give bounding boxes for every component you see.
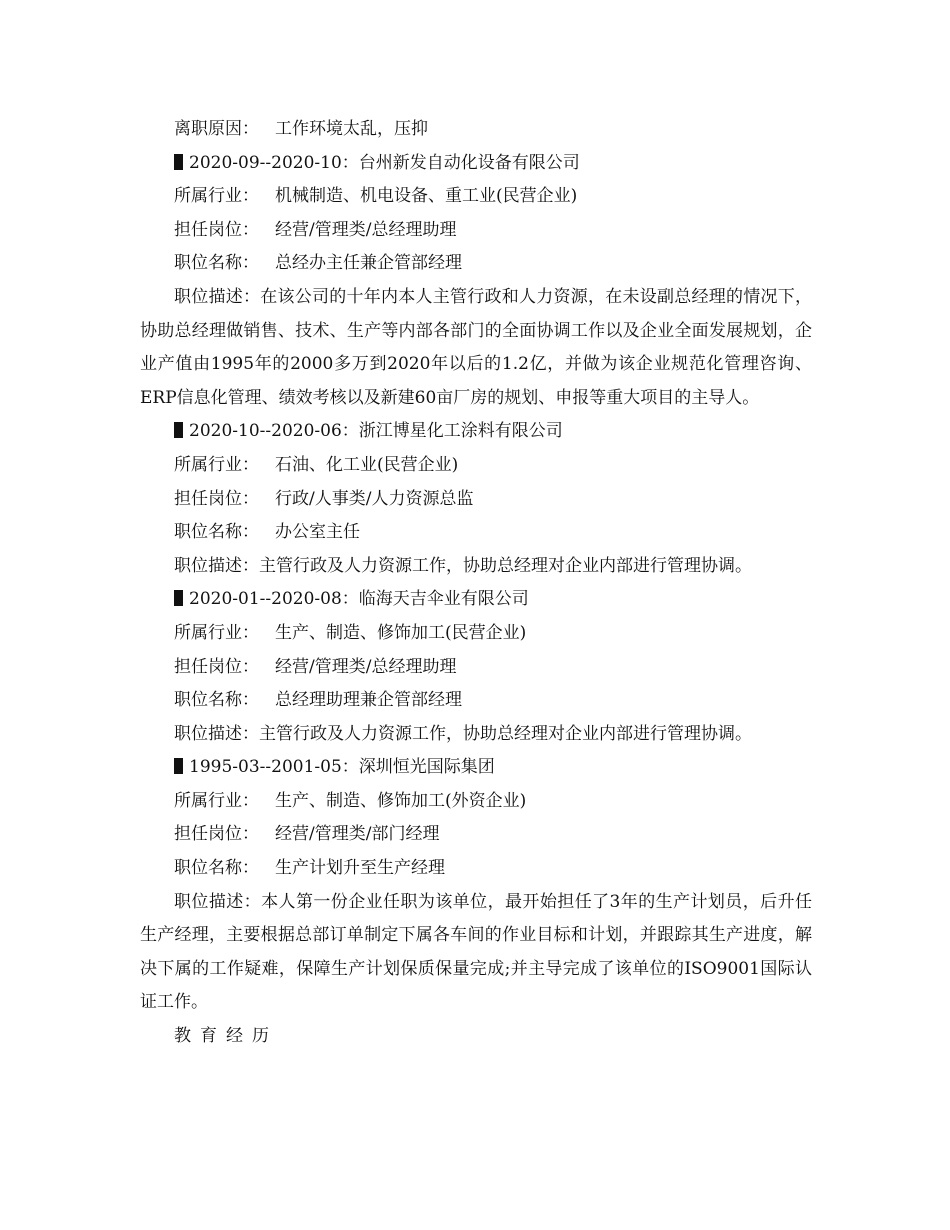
- post-label: 担任岗位：: [174, 488, 259, 509]
- job-period: 2020-10--2020-06: [189, 421, 342, 442]
- desc-label: 职位描述：: [174, 723, 259, 744]
- post-value: 经营/管理类/部门经理: [275, 824, 440, 845]
- job-title: [140, 516, 812, 550]
- industry-label: 所属行业：: [174, 790, 259, 811]
- job-title: [140, 852, 812, 886]
- job-post: [140, 483, 812, 517]
- job-header: 2020-01--2020-08：临海天吉伞业有限公司: [140, 583, 812, 617]
- job-title: [140, 247, 812, 281]
- title-value: 生产计划升至生产经理: [275, 858, 445, 879]
- job-description: [140, 550, 812, 584]
- job-period: 1995-03--2001-05: [189, 757, 342, 778]
- job-header: 1995-03--2001-05：深圳恒光国际集团: [140, 751, 812, 785]
- industry-value: 生产、制造、修饰加工(外资企业): [275, 790, 527, 811]
- job-industry: [140, 785, 812, 819]
- bullet-marker-icon: [174, 590, 183, 606]
- job-entry: [140, 415, 812, 583]
- desc-value: 本人第一份企业任职为该单位，最开始担任了3年的生产计划员，后升任生产经理，主要根据总部订单制定下属各车间的作业目标和计划，并跟踪其生产进度，解决下属的工作疑难，保障生产计划保质保量完成;并主导完成了该单位的ISO9001国际认证工作。: [140, 891, 812, 1013]
- post-label: 担任岗位：: [174, 219, 259, 240]
- title-value: 总经理助理兼企管部经理: [275, 690, 462, 711]
- title-label: 职位名称：: [174, 858, 259, 879]
- desc-label: 职位描述：: [174, 286, 261, 307]
- title-label: 职位名称：: [174, 690, 259, 711]
- desc-label: 职位描述：: [174, 891, 262, 912]
- bullet-marker-icon: [174, 422, 183, 438]
- bullet-marker-icon: [174, 154, 183, 170]
- post-label: 担任岗位：: [174, 824, 259, 845]
- job-post: [140, 214, 812, 248]
- post-value: 经营/管理类/总经理助理: [275, 219, 457, 240]
- job-period: 2020-01--2020-08: [189, 589, 342, 610]
- industry-value: 石油、化工业(民营企业): [275, 454, 459, 475]
- title-label: 职位名称：: [174, 522, 259, 543]
- job-description: [140, 281, 812, 415]
- title-value: 总经办主任兼企管部经理: [275, 253, 462, 274]
- job-company: 深圳恒光国际集团: [358, 757, 495, 778]
- work-experience-section: [140, 113, 812, 1054]
- job-company: 浙江博星化工涂料有限公司: [358, 421, 563, 442]
- job-description: [140, 886, 812, 1020]
- job-period: 2020-09--2020-10: [189, 152, 342, 173]
- industry-label: 所属行业：: [174, 186, 259, 207]
- education-heading: 教育经历: [174, 1026, 278, 1047]
- job-post: [140, 651, 812, 685]
- title-value: 办公室主任: [275, 522, 360, 543]
- desc-value: 在该公司的十年内本人主管行政和人力资源，在未设副总经理的情况下，协助总经理做销售、技术、生产等内部各部门的全面协调工作以及企业全面发展规划，企业产值由1995年的2000多万到2020年以后的1.2亿，并做为该企业规范化管理咨询、ERP信息化管理、绩效考核以及新建60亩厂房的规划、申报等重大项目的主导人。: [140, 286, 812, 408]
- job-company: 台州新发自动化设备有限公司: [358, 152, 580, 173]
- industry-value: 机械制造、机电设备、重工业(民营企业): [275, 186, 578, 207]
- job-post: [140, 818, 812, 852]
- title-label: 职位名称：: [174, 253, 259, 274]
- post-label: 担任岗位：: [174, 656, 259, 677]
- leave-reason-line: [140, 113, 812, 147]
- industry-label: 所属行业：: [174, 622, 259, 643]
- job-entry: [140, 751, 812, 1020]
- desc-value: 主管行政及人力资源工作，协助总经理对企业内部进行管理协调。: [259, 555, 752, 576]
- post-value: 行政/人事类/人力资源总监: [275, 488, 474, 509]
- leave-reason-value: 工作环境太乱，压抑: [275, 119, 428, 139]
- job-entry: [140, 583, 812, 751]
- industry-value: 生产、制造、修饰加工(民营企业): [275, 622, 527, 643]
- leave-reason-label: 离职原因：: [174, 119, 259, 139]
- job-description: [140, 718, 812, 752]
- bullet-marker-icon: [174, 758, 183, 774]
- job-industry: [140, 449, 812, 483]
- job-title: [140, 684, 812, 718]
- desc-value: 主管行政及人力资源工作，协助总经理对企业内部进行管理协调。: [259, 723, 752, 744]
- desc-label: 职位描述：: [174, 555, 259, 576]
- industry-label: 所属行业：: [174, 454, 259, 475]
- post-value: 经营/管理类/总经理助理: [275, 656, 457, 677]
- job-industry: [140, 617, 812, 651]
- job-industry: [140, 180, 812, 214]
- job-entry: [140, 147, 812, 416]
- job-company: 临海天吉伞业有限公司: [358, 589, 529, 610]
- job-header: 2020-10--2020-06：浙江博星化工涂料有限公司: [140, 415, 812, 449]
- job-header: 2020-09--2020-10：台州新发自动化设备有限公司: [140, 147, 812, 181]
